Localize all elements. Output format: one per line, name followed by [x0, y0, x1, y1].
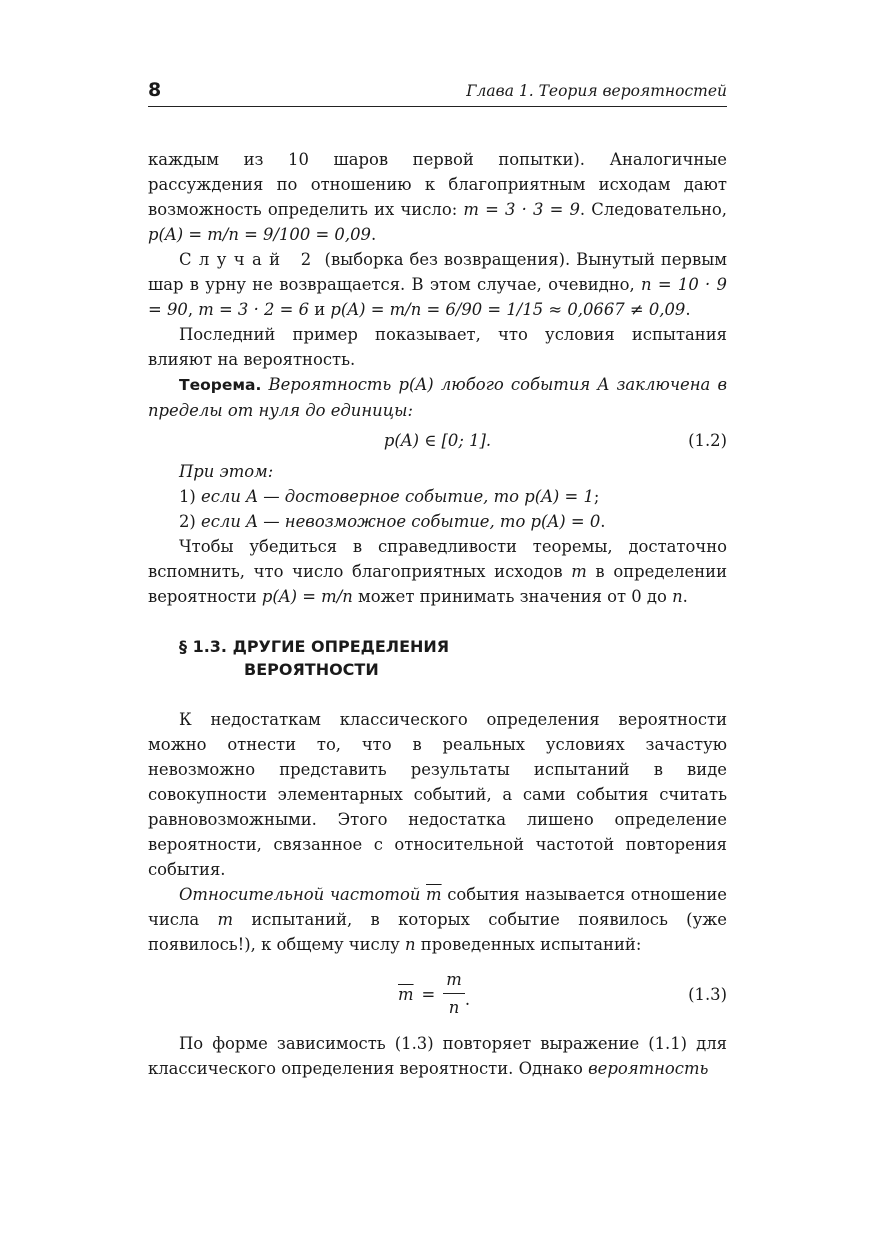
section-title-line1: ДРУГИЕ ОПРЕДЕЛЕНИЯ: [232, 637, 450, 656]
equation-number: (1.3): [688, 985, 727, 1004]
fraction: $\frac{m}{n}$: [443, 967, 465, 1022]
equation-1-2: [148, 423, 727, 459]
pri-etom: При этом:: [179, 462, 274, 481]
paragraph-2: Случай 2 (выборка без возвращения). Вынутый первым шар в урну не возвращается. В этом случае, очевидно, n = 10 · 9 = 90, m = 3 · 2 = 6 и p(A) = m/n = 6/90 = 1/15 ≈ 0,0667 ≠ 0,09.: [148, 250, 727, 319]
section-number: § 1.3.: [179, 637, 227, 656]
section-heading: [148, 635, 727, 681]
paragraph-3: Последний пример показывает, что условия испытания влияют на вероятность.: [148, 325, 727, 369]
book-page: [148, 76, 727, 1081]
section-title-line2: ВЕРОЯТНОСТИ: [244, 660, 379, 679]
running-title: Глава 1. Теория вероятностей: [466, 82, 727, 100]
page-body: [148, 147, 727, 1081]
equation-1-3: [148, 963, 727, 1025]
page-number: 8: [148, 79, 162, 101]
paragraph-6: Относительной частотой $\overline{m}$ события называется отношение числа m испытаний, в которых событие появилось (уже появилось!), к общему числу n проведенных испытаний:: [148, 885, 727, 954]
theorem: Теорема. Вероятность p(A) любого события A заключена в пределы от нуля до единицы:: [148, 375, 728, 420]
equation-expression: p(A) ∈ [0; 1].: [383, 431, 492, 450]
page-header: [148, 76, 727, 107]
paragraph-1: каждым из 10 шаров первой попытки). Аналогичные рассуждения по отношению к благоприятным исходам дают возможность определить их число: m = 3 · 3 = 9. Следовательно, p(A) = m/n = 9/100 = 0,09.: [148, 150, 728, 244]
paragraph-5: К недостаткам классического определения вероятности можно отнести то, что в реальных условиях зачастую невозможно представить результаты испытаний в виде совокупности элементарных событий, а сами события считать равновозможными. Этого недостатка лишено определение вероятности, связанное с относительной частотой повторения события.: [148, 710, 727, 879]
list-item-2: 2) если A — невозможное событие, то p(A) = 0.: [179, 512, 606, 531]
paragraph-4: Чтобы убедиться в справедливости теоремы, достаточно вспомнить, что число благоприятных исходов m в определении вероятности p(A) = m/n может принимать значения от 0 до n.: [148, 537, 727, 606]
equation-number: (1.2): [688, 431, 727, 450]
fraction-expression: $\overline{m}$ = $\frac{m}{n}$ .: [398, 963, 470, 1025]
paragraph-7: По форме зависимость (1.3) повторяет выражение (1.1) для классического определения вероятности. Однако вероятность: [148, 1034, 727, 1078]
list-item-1: 1) если A — достоверное событие, то p(A) = 1;: [179, 487, 600, 506]
